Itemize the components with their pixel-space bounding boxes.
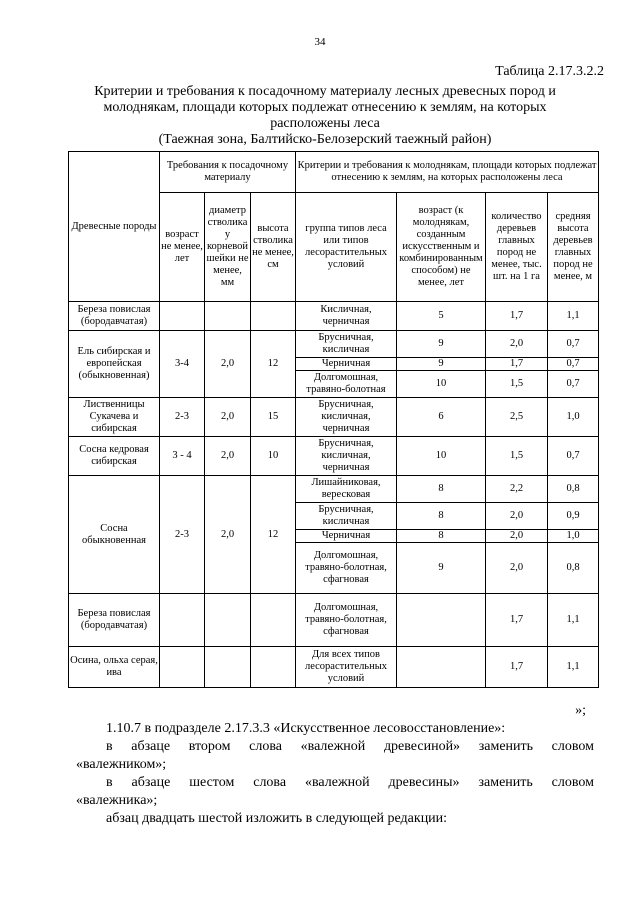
page-number: 34	[314, 36, 326, 48]
diameter-cell: 2,0	[205, 437, 251, 476]
tree-count-cell: 2,2	[486, 476, 548, 503]
young-age-cell: 6	[397, 398, 486, 437]
table-title	[70, 84, 580, 148]
forest-type-cell: Черничная	[296, 530, 397, 543]
forest-type-cell: Долгомошная, травяно-болотная	[296, 371, 397, 398]
title-subline: (Таежная зона, Балтийско-Белозерский таежный район)	[158, 132, 492, 147]
table-row	[69, 647, 599, 688]
avg-height-cell: 0,8	[548, 476, 599, 503]
paragraph: в абзаце шестом слова «валежной древесины» заменить словом	[106, 775, 594, 790]
table-number: Таблица 2.17.3.2.2	[495, 64, 604, 79]
tree-count-cell: 1,5	[486, 371, 548, 398]
table-row	[69, 331, 599, 358]
avg-height-cell: 1,1	[548, 302, 599, 331]
diameter-cell	[205, 594, 251, 647]
young-age-cell: 10	[397, 371, 486, 398]
title-line: расположены леса	[270, 116, 380, 131]
paragraph: «валежника»;	[76, 793, 158, 808]
diameter-cell	[205, 302, 251, 331]
diameter-cell: 2,0	[205, 331, 251, 398]
young-age-cell	[397, 594, 486, 647]
young-age-cell: 5	[397, 302, 486, 331]
species-cell: Сосна обыкновенная	[69, 476, 160, 594]
height-cell: 12	[251, 331, 296, 398]
age-cell	[160, 594, 205, 647]
forest-type-cell: Для всех типов лесорастительных условий	[296, 647, 397, 688]
young-age-cell: 9	[397, 358, 486, 371]
header-row	[69, 152, 599, 193]
forest-type-cell: Брусничная, кисличная, черничная	[296, 437, 397, 476]
tree-count-cell: 2,0	[486, 331, 548, 358]
tree-count-cell: 2,0	[486, 543, 548, 594]
height-cell: 15	[251, 398, 296, 437]
height-cell	[251, 302, 296, 331]
avg-height-cell: 1,0	[548, 398, 599, 437]
young-age-cell: 8	[397, 530, 486, 543]
avg-height-cell: 0,7	[548, 358, 599, 371]
species-cell: Ель сибирская и европейская (обыкновенная)	[69, 331, 160, 398]
header-count: количество деревьев главных пород не менее, тыс. шт. на 1 га	[486, 193, 548, 302]
forest-type-cell: Брусничная, кисличная	[296, 503, 397, 530]
height-cell	[251, 647, 296, 688]
young-age-cell: 8	[397, 476, 486, 503]
table-row	[69, 302, 599, 331]
amendment-text	[76, 720, 594, 828]
tree-count-cell: 1,7	[486, 647, 548, 688]
header-height: высота стволика не менее, см	[251, 193, 296, 302]
table-row	[69, 437, 599, 476]
header-diameter: диаметр стволика у корневой шейки не менее, мм	[205, 193, 251, 302]
title-line: Критерии и требования к посадочному материалу лесных древесных пород и	[94, 84, 556, 99]
header-age: возраст не менее, лет	[160, 193, 205, 302]
tree-count-cell: 1,7	[486, 358, 548, 371]
age-cell: 3-4	[160, 331, 205, 398]
avg-height-cell: 0,9	[548, 503, 599, 530]
age-cell	[160, 302, 205, 331]
species-cell: Осина, ольха серая, ива	[69, 647, 160, 688]
title-line: молоднякам, площади которых подлежат отнесению к землям, на которых	[103, 100, 547, 115]
tree-count-cell: 1,5	[486, 437, 548, 476]
tree-count-cell: 2,0	[486, 503, 548, 530]
header-avg-height: средняя высота деревьев главных пород не менее, м	[548, 193, 599, 302]
header-species: Древесные породы	[69, 152, 160, 302]
young-age-cell: 9	[397, 543, 486, 594]
avg-height-cell: 0,7	[548, 437, 599, 476]
forest-type-cell: Кисличная, черничная	[296, 302, 397, 331]
species-cell: Береза повислая (бородавчатая)	[69, 594, 160, 647]
tree-count-cell: 2,5	[486, 398, 548, 437]
height-cell: 12	[251, 476, 296, 594]
age-cell: 2-3	[160, 476, 205, 594]
avg-height-cell: 0,7	[548, 331, 599, 358]
avg-height-cell: 1,1	[548, 647, 599, 688]
forest-type-cell: Черничная	[296, 358, 397, 371]
header-young-age: возраст (к молоднякам, созданным искусственным и комбинированным способом) не менее, лет	[397, 193, 486, 302]
diameter-cell	[205, 647, 251, 688]
forest-type-cell: Лишайниковая, вересковая	[296, 476, 397, 503]
age-cell: 3 - 4	[160, 437, 205, 476]
avg-height-cell: 1,0	[548, 530, 599, 543]
header-young-group: Критерии и требования к молоднякам, площади которых подлежат отнесению к землям, на которых расположены леса	[296, 152, 599, 193]
young-age-cell: 10	[397, 437, 486, 476]
diameter-cell: 2,0	[205, 398, 251, 437]
forest-type-cell: Брусничная, кисличная	[296, 331, 397, 358]
forest-type-cell: Долгомошная, травяно-болотная, сфагновая	[296, 543, 397, 594]
height-cell: 10	[251, 437, 296, 476]
species-cell: Сосна кедровая сибирская	[69, 437, 160, 476]
young-age-cell: 8	[397, 503, 486, 530]
avg-height-cell: 1,1	[548, 594, 599, 647]
paragraph: 1.10.7 в подразделе 2.17.3.3 «Искусственное лесовосстановление»:	[106, 721, 506, 736]
table-row	[69, 594, 599, 647]
forest-type-cell: Брусничная, кисличная, черничная	[296, 398, 397, 437]
paragraph: абзац двадцать шестой изложить в следующей редакции:	[106, 811, 448, 826]
paragraph: в абзаце втором слова «валежной древесиной» заменить словом	[106, 739, 594, 754]
height-cell	[251, 594, 296, 647]
table-row	[69, 398, 599, 437]
avg-height-cell: 0,7	[548, 371, 599, 398]
species-cell: Лиственницы Сукачева и сибирская	[69, 398, 160, 437]
paragraph: «валежником»;	[76, 757, 167, 772]
tree-count-cell: 1,7	[486, 594, 548, 647]
age-cell	[160, 647, 205, 688]
closing-quote: »;	[575, 703, 586, 718]
header-planting-group: Требования к посадочному материалу	[160, 152, 296, 193]
avg-height-cell: 0,8	[548, 543, 599, 594]
tree-count-cell: 1,7	[486, 302, 548, 331]
table-row	[69, 476, 599, 503]
young-age-cell	[397, 647, 486, 688]
forest-type-cell: Долгомошная, травяно-болотная, сфагновая	[296, 594, 397, 647]
diameter-cell: 2,0	[205, 476, 251, 594]
species-cell: Береза повислая (бородавчатая)	[69, 302, 160, 331]
criteria-table	[68, 151, 599, 688]
tree-count-cell: 2,0	[486, 530, 548, 543]
young-age-cell: 9	[397, 331, 486, 358]
age-cell: 2-3	[160, 398, 205, 437]
header-forest-type: группа типов леса или типов лесорастительных условий	[296, 193, 397, 302]
